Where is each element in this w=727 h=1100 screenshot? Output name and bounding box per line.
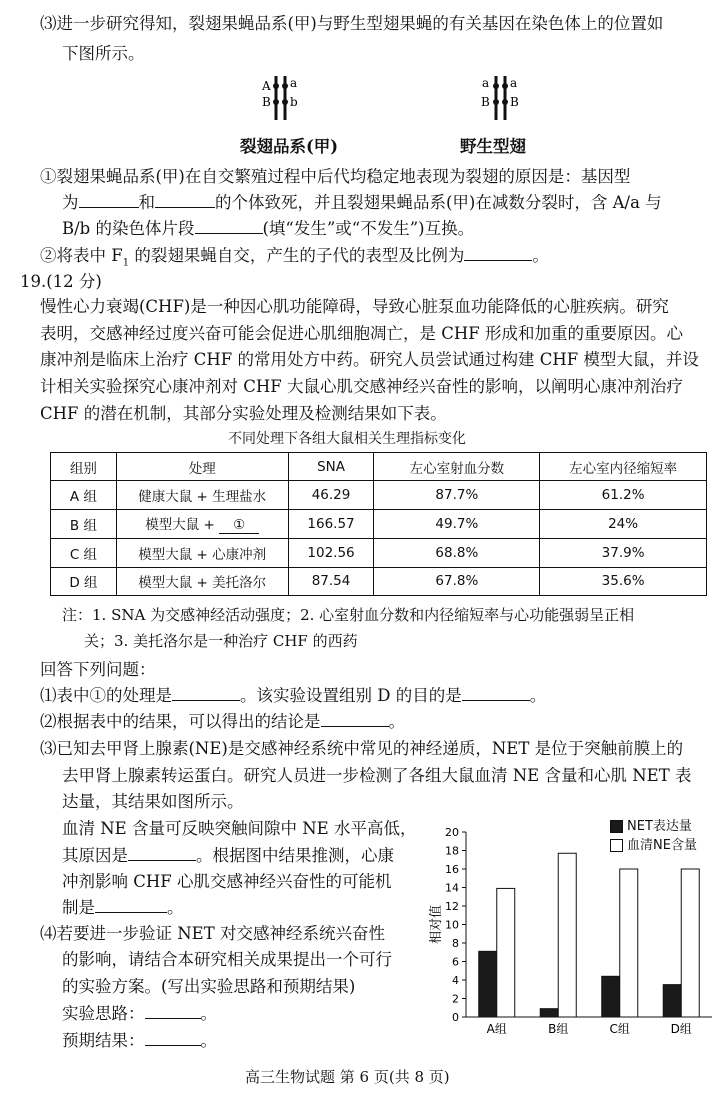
answer-blank[interactable] [128,846,196,861]
sub3-line1: ⑶已知去甲肾上腺素(NE)是交感神经系统中常见的神经递质，NET 是位于突触前膜上的 [40,739,684,758]
chart-y-tick-label: 20 [445,826,459,839]
answer-blank[interactable] [464,246,532,261]
answer-blank[interactable] [145,1004,201,1019]
allele-left-br: b [290,95,298,109]
chart-y-tick-label: 10 [445,918,459,932]
q18-3-p1-line1: ①裂翅果蝇品系(甲)在自交繁殖过程中后代均稳定地表现为裂翅的原因是：基因型 [40,167,631,186]
chart-legend [610,815,697,853]
sub-question-1: ⑴表中①的处理是 。该实验设置组别 D 的目的是 。 [40,686,547,705]
fig-right-label: 野生型翅 [460,137,526,156]
table-cell: 37.9% [540,539,707,567]
chromosome-right [481,76,519,120]
table-cell: A 组 [51,481,117,509]
note-line1: 注：1. SNA 为交感神经活动强度；2. 心室射血分数和内径缩短率与心功能强弱呈正相 [62,606,635,624]
table-header: 左心室内径缩短率 [540,453,707,481]
table-cell: 67.8% [374,567,540,595]
allele-left-bl: B [262,95,271,109]
table-cell: B 组 [51,509,117,539]
table-header: 处理 [116,453,288,481]
allele-right-br: B [510,95,519,109]
table-cell: 模型大鼠 + ① [116,509,288,539]
legend-swatch-ne [610,839,623,852]
table-cell: 87.54 [288,567,374,595]
chart-y-tick-label: 14 [445,881,459,895]
q18-3-p2: ②将表中 $F_1$ 的裂翅果蝇自交，产生的子代的表型及比例为 。 [40,246,549,269]
table-header-row [51,453,707,481]
table-cell: 24% [540,509,707,539]
table-cell: 102.56 [288,539,374,567]
table-row [51,481,707,509]
answer-blank[interactable] [79,193,139,208]
q19-para-5: CHF 的潜在机制，其部分实验处理及检测结果如下表。 [40,404,447,423]
q18-3-intro-line1: ⑶进一步研究得知，裂翅果蝇品系(甲)与野生型翅果蝇的有关基因在染色体上的位置如 [40,14,664,33]
fig-left-label: 裂翅品系(甲) [240,137,339,156]
table-cell: 68.8% [374,539,540,567]
chart-y-tick-label: 8 [452,937,459,950]
sub3-line3: 达量，其结果如图所示。 [62,792,244,811]
table-cell: D 组 [51,567,117,595]
table-header: 左心室射血分数 [374,453,540,481]
bar-ne-0 [497,888,515,1017]
q18-3-p1-line3: B/b 的染色体片段 (填“发生”或“不发生”)互换。 [62,219,475,238]
table-cell: 35.6% [540,567,707,595]
sub3-line7: 制是 。 [62,898,184,917]
table-cell: C 组 [51,539,117,567]
table-row [51,509,707,539]
sub4-line2: 的影响，请结合本研究相关成果提出一个可行 [62,950,392,969]
table-row [51,567,707,595]
bar-ne-3 [681,869,699,1017]
table-cell: 健康大鼠 + 生理盐水 [116,481,288,509]
table-header: 组别 [51,453,117,481]
answer-blank[interactable] [95,898,167,913]
sub-question-2: ⑵根据表中的结果，可以得出的结论是 。 [40,712,405,731]
table-cell: 46.29 [288,481,374,509]
sub3-line5: 其原因是 。根据图中结果推测，心康 [62,846,394,865]
answer-blank[interactable] [145,1031,201,1046]
page-footer: 高三生物试题 第 6 页(共 8 页) [245,1068,450,1086]
chart-y-tick-label: 18 [445,844,459,858]
q18-3-intro-line2: 下图所示。 [62,44,145,63]
note-line2: 关；3. 美托洛尔是一种治疗 CHF 的西药 [84,632,358,650]
allele-right-bl: B [481,95,490,109]
table-title: 不同处理下各组大鼠相关生理指标变化 [228,431,466,447]
legend-item-net: NET表达量 [610,815,697,834]
q19-number: 19.(12 分) [20,272,102,291]
chart-x-tick-label: D组 [670,1022,692,1036]
legend-swatch-net [610,820,623,833]
bar-net-1 [540,1009,558,1017]
allele-left-tl: A [262,79,271,93]
chart-y-tick-label: 0 [452,1011,459,1024]
table-cell: 166.57 [288,509,374,539]
answer-blank[interactable] [172,686,240,701]
chart-y-tick-label: 12 [445,900,459,913]
answer-prompt: 回答下列问题： [40,660,156,679]
sub4-line1: ⑷若要进一步验证 NET 对交感神经系统兴奋性 [40,924,385,943]
table-row [51,539,707,567]
sub4-idea: 实验思路： 。 [62,1004,217,1023]
sub4-line3: 的实验方案。(写出实验思路和预期结果) [62,977,356,996]
allele-right-tr: a [510,76,518,90]
chart-y-tick-label: 2 [452,992,459,1006]
table-cell: 模型大鼠 + 美托洛尔 [116,567,288,595]
table-cell: 61.2% [540,481,707,509]
table-cell: 49.7% [374,509,540,539]
answer-blank[interactable] [155,193,215,208]
sub4-result: 预期结果： 。 [62,1031,217,1050]
bar-net-0 [479,951,497,1017]
chart-y-tick-label: 4 [452,974,459,987]
table-cell: 87.7% [374,481,540,509]
chart-ylabel: 相对值 [429,904,444,945]
sub3-line2: 去甲肾上腺素转运蛋白。研究人员进一步检测了各组大鼠血清 NE 含量和心肌 NET 表 [62,766,692,785]
table-header: SNA [288,453,374,481]
chart-y-tick-label: 16 [445,863,459,876]
q19-para-2: 表明，交感神经过度兴奋可能会促进心肌细胞凋亡，是 CHF 形成和加重的重要原因。心 [40,324,683,343]
blank-mark-1[interactable]: ① [219,517,259,534]
allele-right-tl: a [482,76,490,90]
q18-3-p1-line2: 为 和 的个体致死，并且裂翅果蝇品系(甲)在减数分裂时，含 A/a 与 [62,193,662,212]
chart-y-tick-label: 6 [452,955,459,969]
table-cell: 模型大鼠 + 心康冲剂 [116,539,288,567]
q19-para-1: 慢性心力衰竭(CHF)是一种因心肌功能障碍，导致心脏泵血功能降低的心脏疾病。研究 [40,297,669,316]
legend-item-ne: 血清NE含量 [610,834,697,853]
chart-x-tick-label: A组 [486,1022,507,1036]
bar-net-2 [602,976,620,1017]
bar-net-3 [663,985,681,1017]
sub3-line4: 血清 NE 含量可反映突触间隙中 NE 水平高低， [62,819,417,838]
allele-left-tr: a [290,76,298,90]
q19-para-4: 计相关实验探究心康冲剂对 CHF 大鼠心肌交感神经兴奋性的影响，以阐明心康冲剂治疗 [40,377,683,396]
answer-blank[interactable] [462,686,530,701]
bar-ne-1 [558,853,576,1017]
answer-blank[interactable] [321,712,389,727]
answer-blank[interactable] [195,219,263,234]
chart-bars [479,853,700,1017]
chart-x-tick-label: C组 [609,1022,630,1036]
sub3-line6: 冲剂影响 CHF 心肌交感神经兴奋性的可能机 [62,872,392,891]
q19-para-3: 康冲剂是临床上治疗 CHF 的常用处方中药。研究人员尝试通过构建 CHF 模型大鼠，并设 [40,350,699,369]
data-table [50,452,707,596]
chromosome-left [261,76,298,120]
chart-x-tick-label: B组 [548,1022,569,1036]
bar-ne-2 [620,869,638,1017]
